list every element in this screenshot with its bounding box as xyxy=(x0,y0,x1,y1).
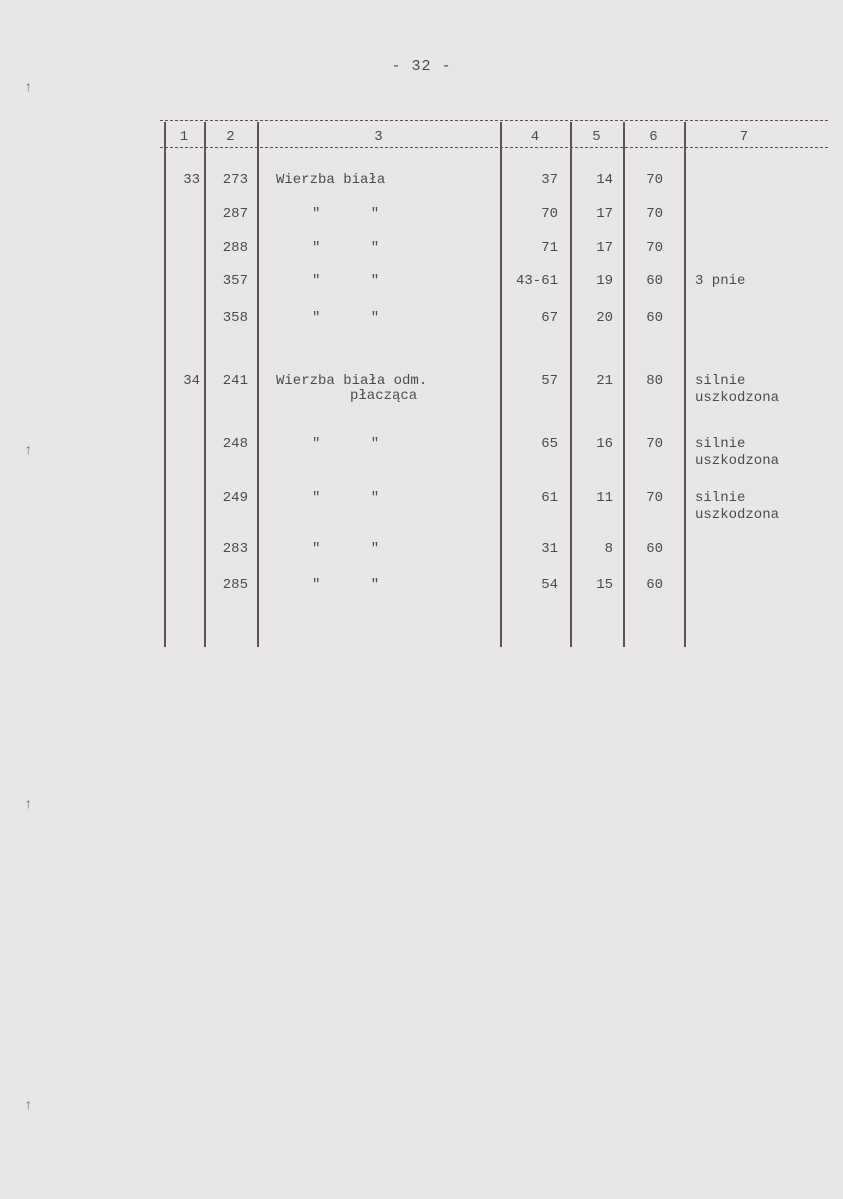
cell-species: " " xyxy=(312,240,380,256)
cell-remarks: silnie xyxy=(695,436,746,452)
cell-col5: 19 xyxy=(596,273,613,289)
cell-col4: 67 xyxy=(541,310,558,326)
cell-col6: 60 xyxy=(646,541,663,557)
cell-id: 287 xyxy=(222,206,248,222)
column-header: 1 xyxy=(179,129,189,145)
cell-number: 33 xyxy=(183,172,200,188)
cell-col6: 70 xyxy=(646,206,663,222)
cell-remarks: silnie xyxy=(695,373,746,389)
cell-col6: 70 xyxy=(646,240,663,256)
margin-mark: ↑ xyxy=(24,80,33,96)
cell-col5: 11 xyxy=(596,490,613,506)
margin-mark: ↑ xyxy=(24,797,33,813)
cell-id: 358 xyxy=(222,310,248,326)
cell-col4: 65 xyxy=(541,436,558,452)
cell-remarks: silnie xyxy=(695,490,746,506)
page-number: - 32 - xyxy=(391,58,452,75)
cell-col5: 21 xyxy=(596,373,613,389)
cell-remarks-cont: uszkodzona xyxy=(695,390,780,406)
cell-col4: 37 xyxy=(541,172,558,188)
cell-col6: 70 xyxy=(646,490,663,506)
cell-id: 357 xyxy=(222,273,248,289)
margin-mark: ↑ xyxy=(24,443,33,459)
cell-col6: 80 xyxy=(646,373,663,389)
column-header: 6 xyxy=(649,129,658,145)
cell-col5: 17 xyxy=(596,240,613,256)
column-rule xyxy=(684,122,686,647)
table-top-rule xyxy=(160,120,828,121)
cell-id: 283 xyxy=(222,541,248,557)
cell-col6: 60 xyxy=(646,273,663,289)
cell-species: " " xyxy=(312,490,380,506)
cell-remarks-cont: uszkodzona xyxy=(695,453,780,469)
cell-col5: 16 xyxy=(596,436,613,452)
cell-col4: 57 xyxy=(541,373,558,389)
cell-col4: 31 xyxy=(541,541,558,557)
cell-remarks-cont: uszkodzona xyxy=(695,507,780,523)
column-header: 7 xyxy=(739,129,749,145)
cell-id: 288 xyxy=(222,240,248,256)
cell-col5: 17 xyxy=(596,206,613,222)
cell-id: 273 xyxy=(222,172,248,188)
cell-id: 248 xyxy=(222,436,248,452)
cell-species: " " xyxy=(312,541,380,557)
cell-species: " " xyxy=(312,310,380,326)
table-header-rule xyxy=(160,147,828,148)
margin-mark: ↑ xyxy=(24,1098,33,1114)
cell-species-cont: płacząca xyxy=(350,388,418,404)
cell-id: 285 xyxy=(222,577,248,593)
cell-species: " " xyxy=(312,273,380,289)
cell-col5: 15 xyxy=(596,577,613,593)
cell-col4: 71 xyxy=(541,240,558,256)
cell-species: Wierzba biała odm. xyxy=(276,373,428,389)
cell-col6: 70 xyxy=(646,172,663,188)
cell-col4: 54 xyxy=(541,577,558,593)
cell-col4: 43-61 xyxy=(515,273,558,289)
column-header: 5 xyxy=(592,129,601,145)
cell-species: " " xyxy=(312,436,380,452)
cell-col5: 20 xyxy=(596,310,613,326)
cell-id: 241 xyxy=(222,373,248,389)
cell-number: 34 xyxy=(183,373,200,389)
cell-species: " " xyxy=(312,577,380,593)
cell-col6: 70 xyxy=(646,436,663,452)
cell-id: 249 xyxy=(222,490,248,506)
column-rule xyxy=(257,122,259,647)
cell-remarks: 3 pnie xyxy=(695,273,746,289)
cell-col5: 8 xyxy=(604,541,613,557)
cell-col6: 60 xyxy=(646,577,663,593)
column-header: 2 xyxy=(226,129,235,145)
column-header: 4 xyxy=(530,129,540,145)
cell-col5: 14 xyxy=(596,172,613,188)
cell-col6: 60 xyxy=(646,310,663,326)
cell-col4: 70 xyxy=(541,206,558,222)
column-header: 3 xyxy=(374,129,383,145)
cell-species: " " xyxy=(312,206,380,222)
cell-species: Wierzba biała xyxy=(276,172,386,188)
cell-col4: 61 xyxy=(541,490,558,506)
